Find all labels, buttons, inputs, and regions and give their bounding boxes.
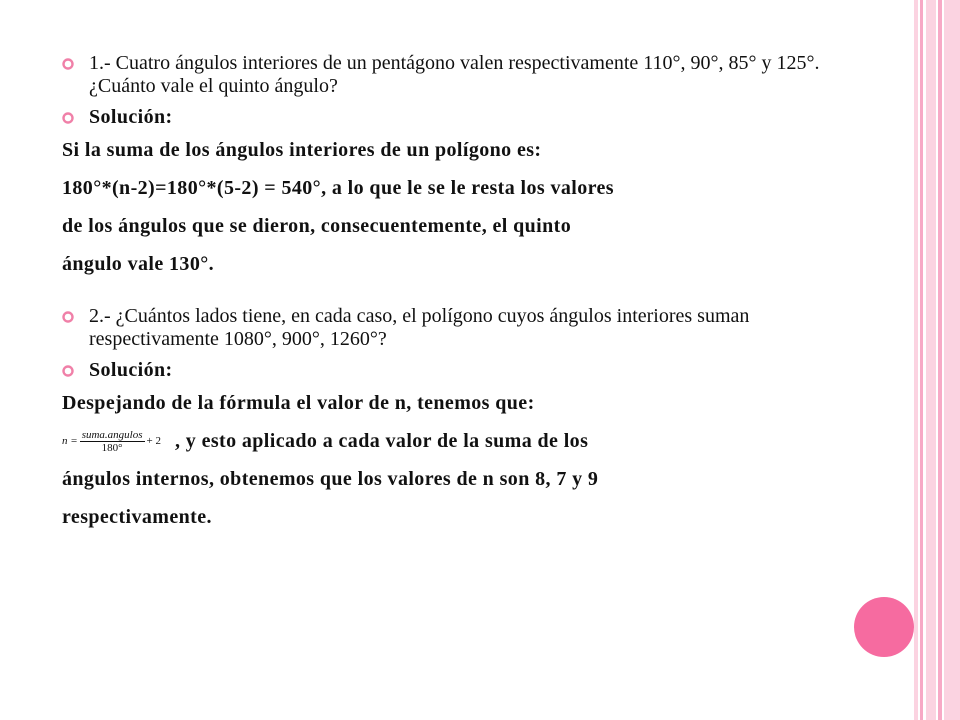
problem1-line-1: Si la suma de los ángulos interiores de un polígono es: [62, 139, 542, 161]
bullet-icon [62, 58, 74, 70]
problem2-formula-line [62, 422, 862, 460]
problem1-solution-label [62, 106, 862, 129]
problem1-line-4: ángulo vale 130°. [62, 253, 215, 275]
problem2-line-4: respectivamente. [62, 506, 212, 528]
problem2-line-2: , y esto aplicado a cada valor de la suma de los [174, 429, 589, 452]
bullet-icon [62, 311, 74, 323]
formula-numerator: suma.angulos [81, 428, 143, 441]
problem2-line-1: Despejando de la fórmula el valor de n, tenemos que: [62, 392, 535, 414]
formula-fraction [80, 429, 145, 454]
spacer [62, 283, 862, 305]
problem2-line-3: ángulos internos, obtenemos que los valores de n son 8, 7 y 9 [62, 468, 599, 490]
problem2-question [62, 305, 862, 351]
formula-lhs: n = [62, 435, 78, 447]
solution-label-text: Solución: [89, 106, 173, 128]
solution-label-text: Solución: [89, 359, 173, 381]
problem1-question-text: 1.- Cuatro ángulos interiores de un pentágono valen respectivamente 110°, 90°, 85° y 125°. ¿Cuánto vale el quinto ángulo? [89, 52, 820, 97]
bullet-icon [62, 112, 74, 124]
problem1-question [62, 52, 862, 98]
decorative-circle [854, 597, 914, 657]
bullet-icon [62, 365, 74, 377]
problem1-line-2: 180°*(n-2)=180°*(5-2) = 540°, a lo que le se le resta los valores [62, 177, 614, 199]
formula [62, 429, 161, 454]
problem2-solution-label [62, 359, 862, 382]
slide-content [62, 52, 862, 536]
problem2-question-text: 2.- ¿Cuántos lados tiene, en cada caso, el polígono cuyos ángulos interiores suman respectivamente 1080°, 900°, 1260°? [89, 305, 750, 350]
formula-denominator: 180° [101, 441, 123, 454]
formula-rhs: + 2 [146, 435, 161, 447]
decorative-stripes [914, 0, 960, 720]
problem1-line-3: de los ángulos que se dieron, consecuentemente, el quinto [62, 215, 572, 237]
